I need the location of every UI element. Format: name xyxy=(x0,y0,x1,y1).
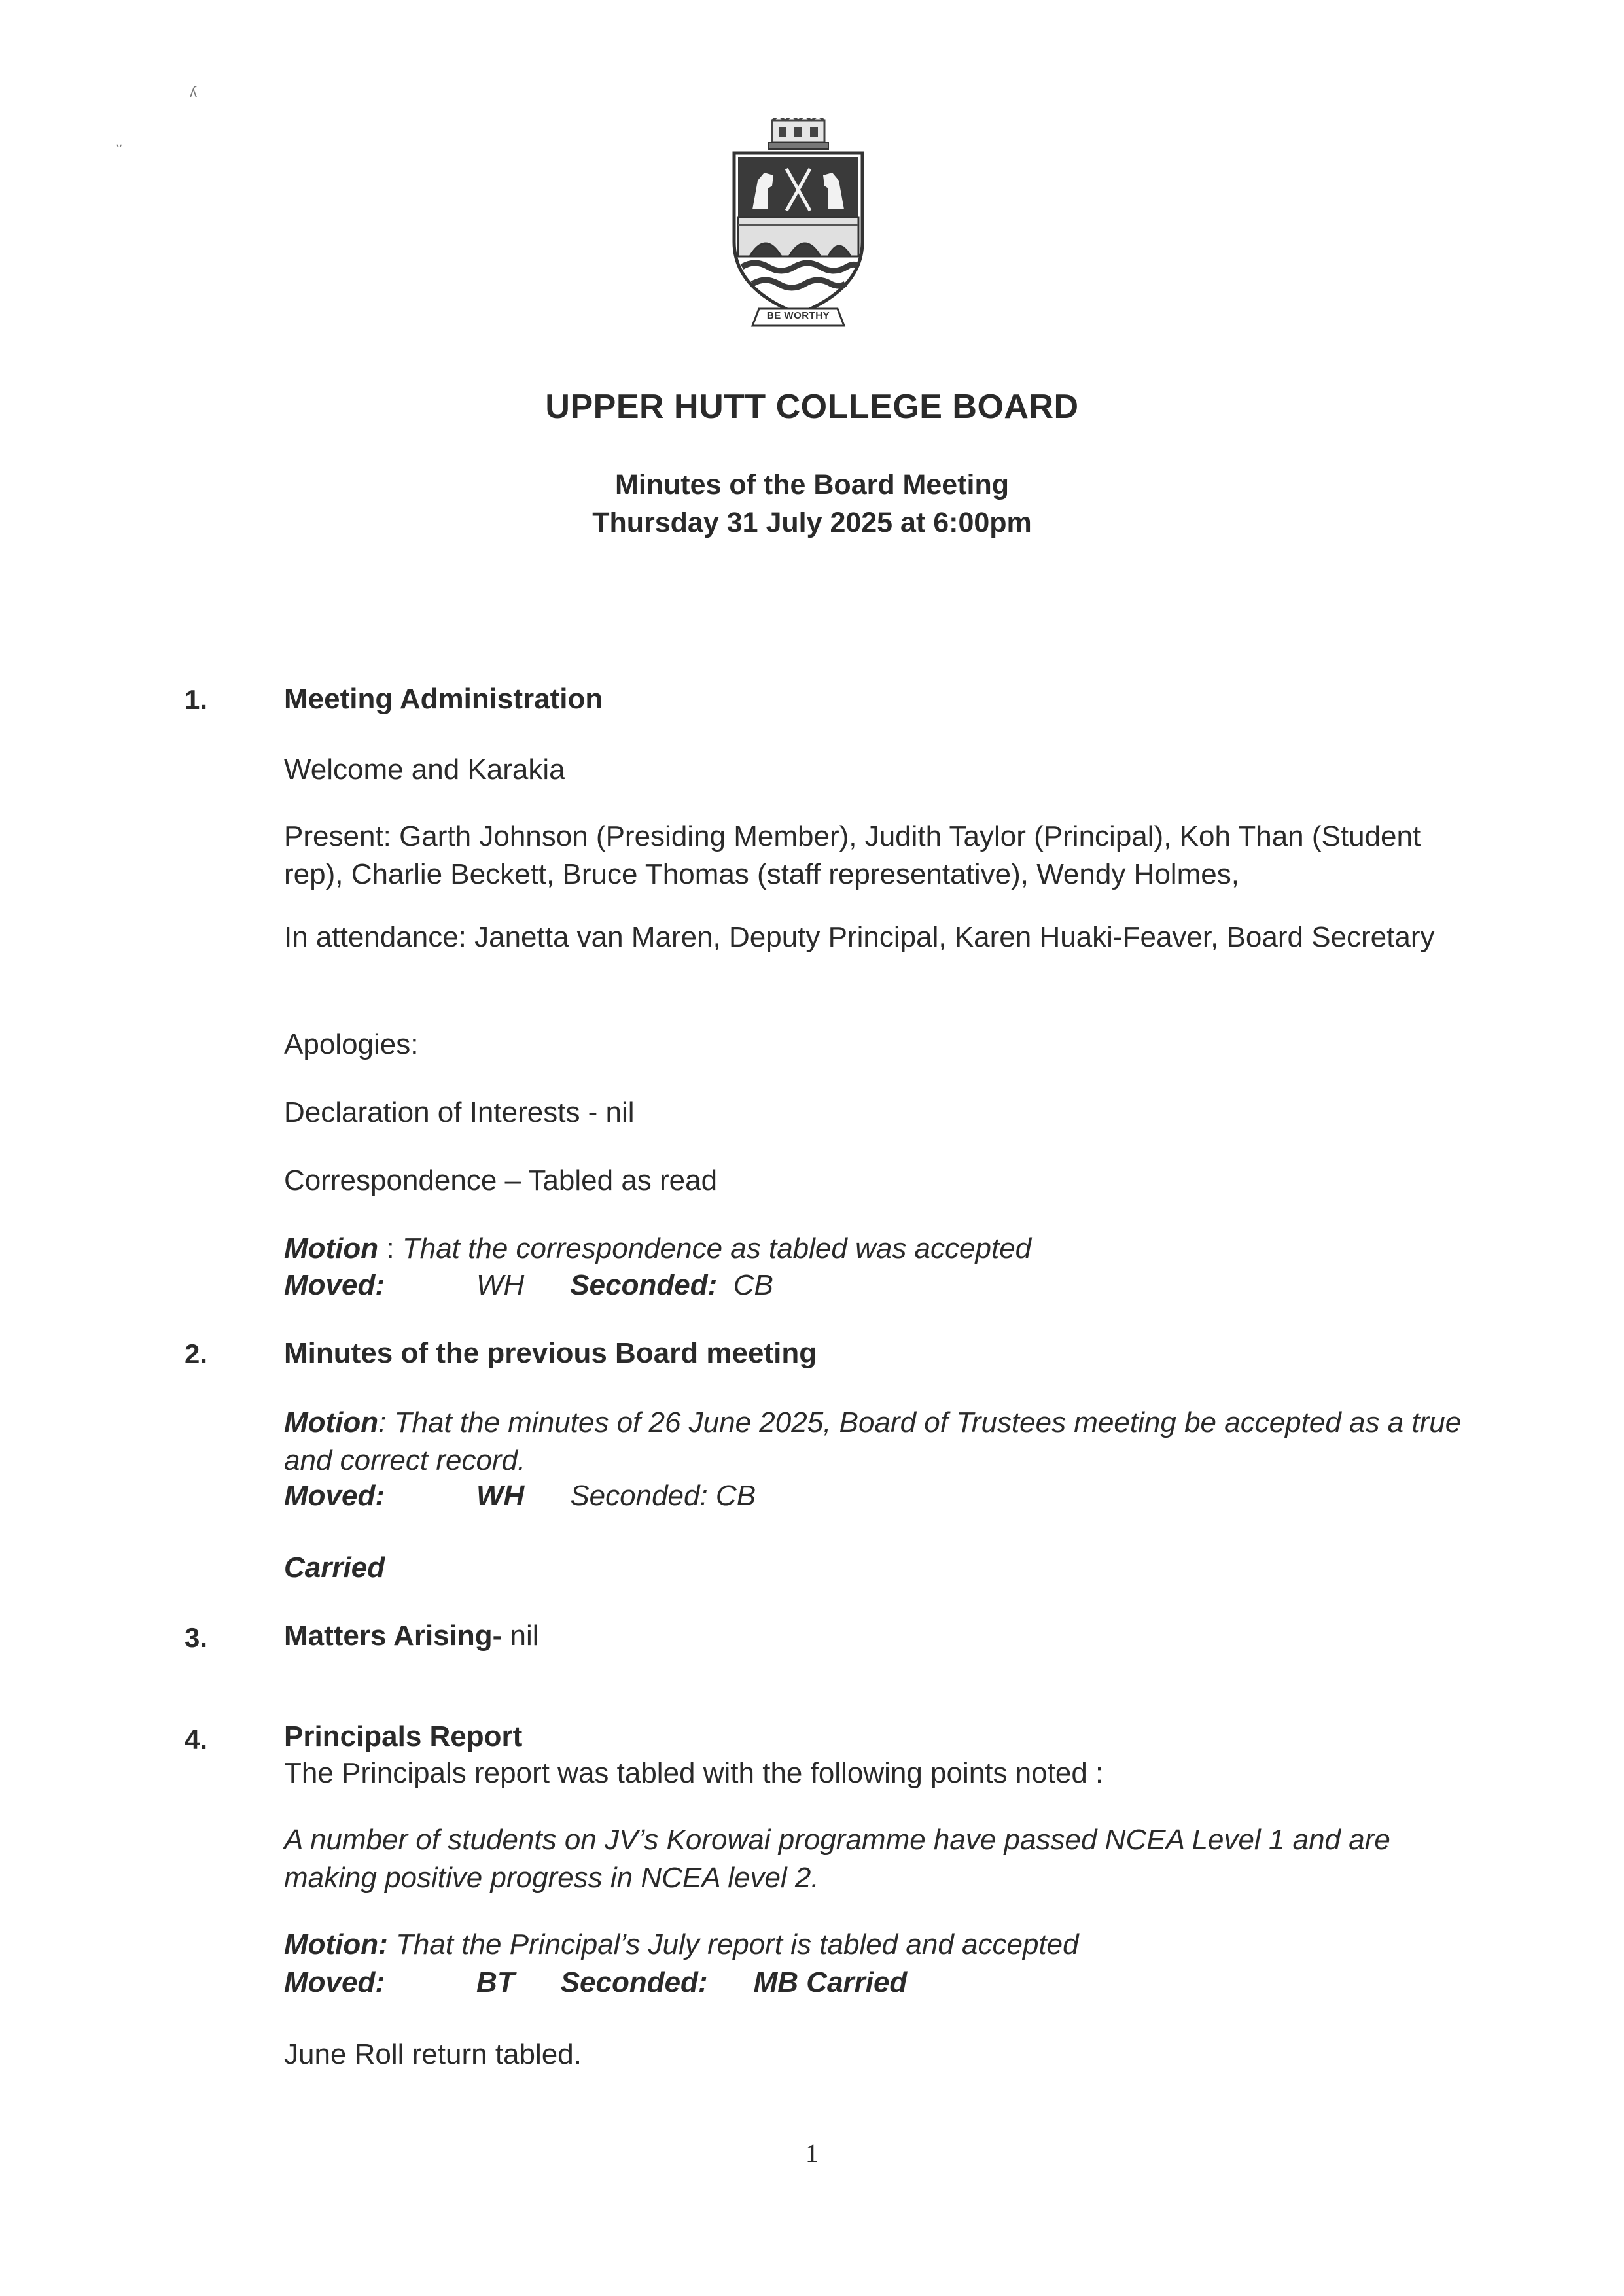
moved-by: WH xyxy=(476,1480,525,1512)
report-moved xyxy=(284,1964,1462,2002)
roll-return-text: June Roll return tabled. xyxy=(284,2038,582,2070)
moved-label: Moved: xyxy=(284,1480,385,1512)
correspondence-text: Correspondence – Tabled as read xyxy=(284,1164,718,1196)
section-4-heading: Principals Report xyxy=(284,1720,523,1752)
scan-mark: ᵕ xyxy=(116,137,122,154)
present-text: Present: Garth Johnson (Presiding Member), Judith Taylor (Principal), Koh Than (Student rep), Charlie Beckett, Bruce Thomas (staff representative), Wendy Holmes, xyxy=(284,820,1421,890)
interests-text: Declaration of Interests - nil xyxy=(284,1096,635,1128)
motion-text: That the Principal’s July report is tabled and accepted xyxy=(387,1928,1079,1960)
crest-motto: BE WORTHY xyxy=(766,310,830,321)
motion-label: Motion: xyxy=(284,1928,388,1960)
section-4-number: 4. xyxy=(185,1724,208,1755)
matters-arising-heading: Matters Arising- xyxy=(284,1620,503,1652)
section-1-number: 1. xyxy=(185,684,208,715)
motion-colon: : xyxy=(378,1232,402,1264)
motion-text: : That the minutes of 26 June 2025, Board of Trustees meeting be accepted as a true and correct record. xyxy=(284,1406,1462,1476)
minutes-moved xyxy=(284,1477,1462,1515)
motion-label: Motion xyxy=(284,1232,379,1264)
moved-label: Moved: xyxy=(284,1966,385,1998)
carried-text: Carried xyxy=(284,1552,385,1584)
subtitle-line-2: Thursday 31 July 2025 at 6:00pm xyxy=(592,507,1032,538)
school-crest-logo xyxy=(726,118,870,327)
scan-mark: ʎ xyxy=(190,84,197,100)
report-motion xyxy=(284,1926,1462,1964)
principals-report-intro: The Principals report was tabled with the following points noted : xyxy=(284,1757,1104,1789)
apologies-text: Apologies: xyxy=(284,1028,419,1060)
minutes-motion xyxy=(284,1404,1462,1480)
motion-label: Motion xyxy=(284,1406,379,1438)
attendance-text: In attendance: Janetta van Maren, Deputy Principal, Karen Huaki-Feaver, Board Secretary xyxy=(284,921,1435,953)
seconded-label: Seconded: xyxy=(570,1269,718,1301)
moved-by: BT xyxy=(476,1966,515,1998)
seconded-text: Seconded: CB xyxy=(570,1480,756,1512)
meeting-subtitle xyxy=(0,466,1624,542)
seconded-by: CB xyxy=(733,1269,773,1301)
page-number: 1 xyxy=(805,2138,819,2168)
moved-label: Moved: xyxy=(284,1269,385,1301)
moved-by: WH xyxy=(476,1269,525,1301)
matters-arising-value: nil xyxy=(502,1620,539,1652)
subtitle-line-1: Minutes of the Board Meeting xyxy=(615,469,1009,500)
korowai-note: A number of students on JV’s Korowai programme have passed NCEA Level 1 and are making positive progress in NCEA level 2. xyxy=(284,1824,1390,1894)
correspondence-motion xyxy=(284,1230,1462,1268)
welcome-text: Welcome and Karakia xyxy=(284,754,565,786)
section-2-number: 2. xyxy=(185,1338,208,1369)
section-3-number: 3. xyxy=(185,1622,208,1653)
page-title: UPPER HUTT COLLEGE BOARD xyxy=(545,388,1079,426)
seconded-label: Seconded: xyxy=(560,1966,708,1998)
section-1-heading: Meeting Administration xyxy=(284,683,603,715)
seconded-by: MB Carried xyxy=(753,1966,908,1998)
motion-text: That the correspondence as tabled was accepted xyxy=(402,1232,1032,1264)
section-2-heading: Minutes of the previous Board meeting xyxy=(284,1337,817,1369)
section-3-heading xyxy=(284,1617,1462,1655)
correspondence-moved xyxy=(284,1266,1462,1304)
